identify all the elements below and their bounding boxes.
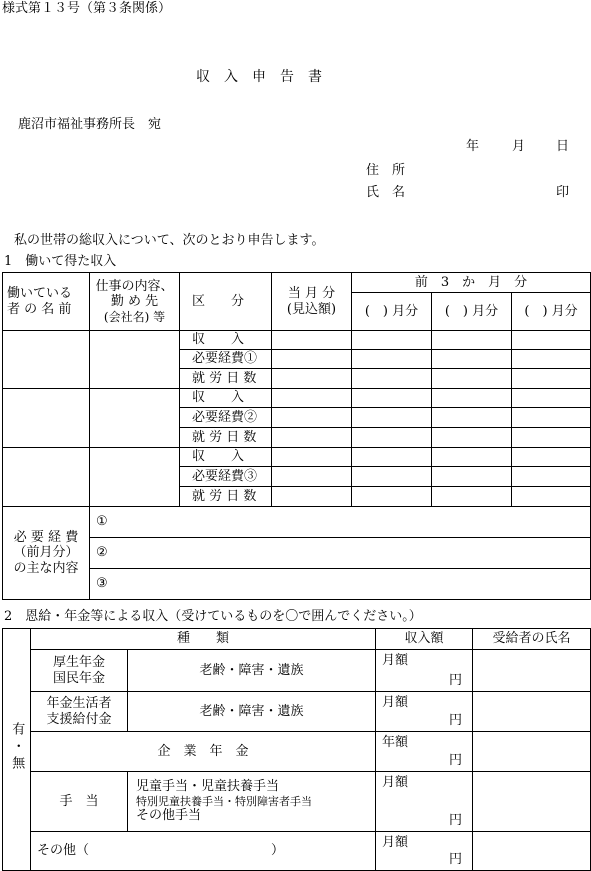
label-line: （前月分） bbox=[13, 545, 79, 561]
presence-circle-option[interactable] bbox=[3, 629, 31, 871]
category-cell: 収 入 bbox=[180, 331, 272, 350]
job-cell-2[interactable] bbox=[90, 389, 180, 448]
recipient-cell[interactable] bbox=[473, 772, 591, 832]
date-year-label: 年 bbox=[466, 139, 480, 154]
value-cell[interactable] bbox=[352, 369, 432, 389]
month-col-1: ( ) 月分 bbox=[352, 293, 432, 331]
value-cell[interactable] bbox=[432, 467, 512, 487]
corporate-pension-label: 企 業 年 金 bbox=[31, 732, 376, 772]
value-cell[interactable] bbox=[512, 448, 591, 467]
value-cell[interactable] bbox=[272, 467, 352, 487]
label-line: の主な内容 bbox=[13, 560, 79, 576]
value-cell[interactable] bbox=[432, 448, 512, 467]
page-title: 収 入 申 告 書 bbox=[196, 69, 322, 85]
current-month-header bbox=[272, 273, 352, 331]
form-number: 様式第１３号（第３条関係） bbox=[2, 1, 172, 16]
value-cell[interactable] bbox=[352, 389, 432, 408]
recipient-header: 受給者の氏名 bbox=[473, 629, 591, 650]
pension-kind-options[interactable]: 老齢・障害・遺族 bbox=[128, 650, 376, 692]
header-line: (会社名) 等 bbox=[103, 309, 166, 324]
value-cell[interactable] bbox=[352, 487, 432, 507]
seal-mark: 印 bbox=[556, 185, 570, 200]
unit-label: 円 bbox=[449, 852, 463, 868]
addressee: 鹿沼市福祉事務所長 宛 bbox=[18, 117, 162, 132]
date-day-label: 日 bbox=[556, 139, 570, 154]
value-cell[interactable] bbox=[432, 389, 512, 408]
category-cell: 必要経費③ bbox=[180, 467, 272, 487]
value-cell[interactable] bbox=[432, 408, 512, 428]
address-label: 住 所 bbox=[366, 163, 406, 178]
value-cell[interactable] bbox=[352, 448, 432, 467]
category-cell: 就 労 日 数 bbox=[180, 369, 272, 389]
period-label: 月額 bbox=[382, 653, 409, 668]
value-cell[interactable] bbox=[352, 408, 432, 428]
worker-name-cell-2[interactable] bbox=[3, 389, 90, 448]
header-line: 勤 め 先 bbox=[110, 294, 159, 310]
value-cell[interactable] bbox=[432, 369, 512, 389]
value-cell[interactable] bbox=[512, 389, 591, 408]
recipient-cell[interactable] bbox=[473, 732, 591, 772]
value-cell[interactable] bbox=[272, 448, 352, 467]
name-line: 国民年金 bbox=[52, 670, 105, 686]
value-cell[interactable] bbox=[272, 487, 352, 507]
value-cell[interactable] bbox=[272, 408, 352, 428]
kind-line: 児童手当・児童扶養手当 bbox=[136, 779, 280, 795]
value-cell[interactable] bbox=[512, 487, 591, 507]
allowance-label: 手 当 bbox=[31, 772, 128, 832]
month-col-2: ( ) 月分 bbox=[432, 293, 512, 331]
value-cell[interactable] bbox=[352, 350, 432, 369]
value-cell[interactable] bbox=[432, 487, 512, 507]
kind-line: 特別児童扶養手当・特別障害者手当 bbox=[136, 794, 312, 808]
month-col-3: ( ) 月分 bbox=[512, 293, 591, 331]
value-cell[interactable] bbox=[432, 350, 512, 369]
expense-item-3[interactable]: ③ bbox=[90, 569, 591, 600]
section1-heading: 1 働いて得た収入 bbox=[4, 254, 117, 269]
amount-header: 収入額 bbox=[376, 629, 473, 650]
period-label: 年額 bbox=[382, 735, 409, 750]
kind-line: その他手当 bbox=[136, 808, 202, 824]
unit-label: 円 bbox=[449, 673, 463, 689]
work-income-table bbox=[2, 272, 591, 600]
job-cell-1[interactable] bbox=[90, 331, 180, 389]
header-line: 当 月 分 bbox=[287, 285, 336, 301]
pension-amount-cell[interactable] bbox=[376, 772, 473, 832]
header-line: 者 の 名 前 bbox=[7, 301, 72, 317]
value-cell[interactable] bbox=[512, 369, 591, 389]
value-cell[interactable] bbox=[272, 389, 352, 408]
section2-heading: 2 恩給・年金等による収入（受けているものを〇で囲んでください。） bbox=[4, 609, 422, 624]
value-cell[interactable] bbox=[432, 331, 512, 350]
category-cell: 就 労 日 数 bbox=[180, 428, 272, 448]
header-line: 仕事の内容、 bbox=[95, 278, 174, 294]
expense-item-1[interactable]: ① bbox=[90, 507, 591, 538]
label-line: 必 要 経 費 bbox=[13, 529, 79, 545]
value-cell[interactable] bbox=[512, 350, 591, 369]
recipient-cell[interactable] bbox=[473, 692, 591, 732]
category-cell: 必要経費② bbox=[180, 408, 272, 428]
header-line: (見込額) bbox=[286, 301, 337, 317]
value-cell[interactable] bbox=[272, 331, 352, 350]
period-label: 月額 bbox=[382, 775, 409, 790]
period-label: 月額 bbox=[382, 695, 409, 710]
recipient-cell[interactable] bbox=[473, 650, 591, 692]
category-header: 区 分 bbox=[180, 273, 272, 331]
value-cell[interactable] bbox=[352, 331, 432, 350]
name-line: 厚生年金 bbox=[52, 654, 105, 670]
header-line: 働いている bbox=[7, 285, 73, 301]
presence-label: 有・無 bbox=[9, 721, 25, 773]
value-cell[interactable] bbox=[352, 428, 432, 448]
pension-amount-cell[interactable] bbox=[376, 692, 473, 732]
pension-amount-cell[interactable] bbox=[376, 832, 473, 871]
category-cell: 就 労 日 数 bbox=[180, 487, 272, 507]
job-header bbox=[90, 273, 180, 331]
category-cell: 必要経費① bbox=[180, 350, 272, 369]
expenses-label bbox=[3, 507, 90, 600]
intro-text: 私の世帯の総収入について、次のとおり申告します。 bbox=[14, 233, 325, 248]
other-income-field[interactable]: その他（ ） bbox=[31, 832, 376, 871]
value-cell[interactable] bbox=[352, 467, 432, 487]
pension-kind-options[interactable]: 老齢・障害・遺族 bbox=[128, 692, 376, 732]
value-cell[interactable] bbox=[432, 428, 512, 448]
pension-name-cell bbox=[31, 650, 128, 692]
name-label: 氏 名 bbox=[366, 185, 406, 200]
worker-name-header bbox=[3, 273, 90, 331]
value-cell[interactable] bbox=[272, 350, 352, 369]
value-cell[interactable] bbox=[512, 331, 591, 350]
type-header: 種 類 bbox=[31, 629, 376, 650]
category-cell: 収 入 bbox=[180, 389, 272, 408]
value-cell[interactable] bbox=[272, 428, 352, 448]
pension-amount-cell[interactable] bbox=[376, 650, 473, 692]
name-line: 年金生活者 bbox=[46, 695, 112, 711]
value-cell[interactable] bbox=[512, 467, 591, 487]
prev-months-header: 前 3 か 月 分 bbox=[352, 273, 591, 293]
worker-name-cell-3[interactable] bbox=[3, 448, 90, 507]
date-month-label: 月 bbox=[512, 139, 526, 154]
unit-label: 円 bbox=[449, 813, 463, 829]
pension-income-table bbox=[2, 628, 591, 871]
allowance-kind-options[interactable] bbox=[128, 772, 376, 832]
worker-name-cell-1[interactable] bbox=[3, 331, 90, 389]
value-cell[interactable] bbox=[512, 428, 591, 448]
value-cell[interactable] bbox=[272, 369, 352, 389]
category-cell: 収 入 bbox=[180, 448, 272, 467]
value-cell[interactable] bbox=[512, 408, 591, 428]
unit-label: 円 bbox=[449, 753, 463, 769]
unit-label: 円 bbox=[449, 713, 463, 729]
recipient-cell[interactable] bbox=[473, 832, 591, 871]
name-line: 支援給付金 bbox=[46, 711, 112, 727]
period-label: 月額 bbox=[382, 835, 409, 850]
expense-item-2[interactable]: ② bbox=[90, 538, 591, 569]
pension-amount-cell[interactable] bbox=[376, 732, 473, 772]
pension-name-cell bbox=[31, 692, 128, 732]
job-cell-3[interactable] bbox=[90, 448, 180, 507]
